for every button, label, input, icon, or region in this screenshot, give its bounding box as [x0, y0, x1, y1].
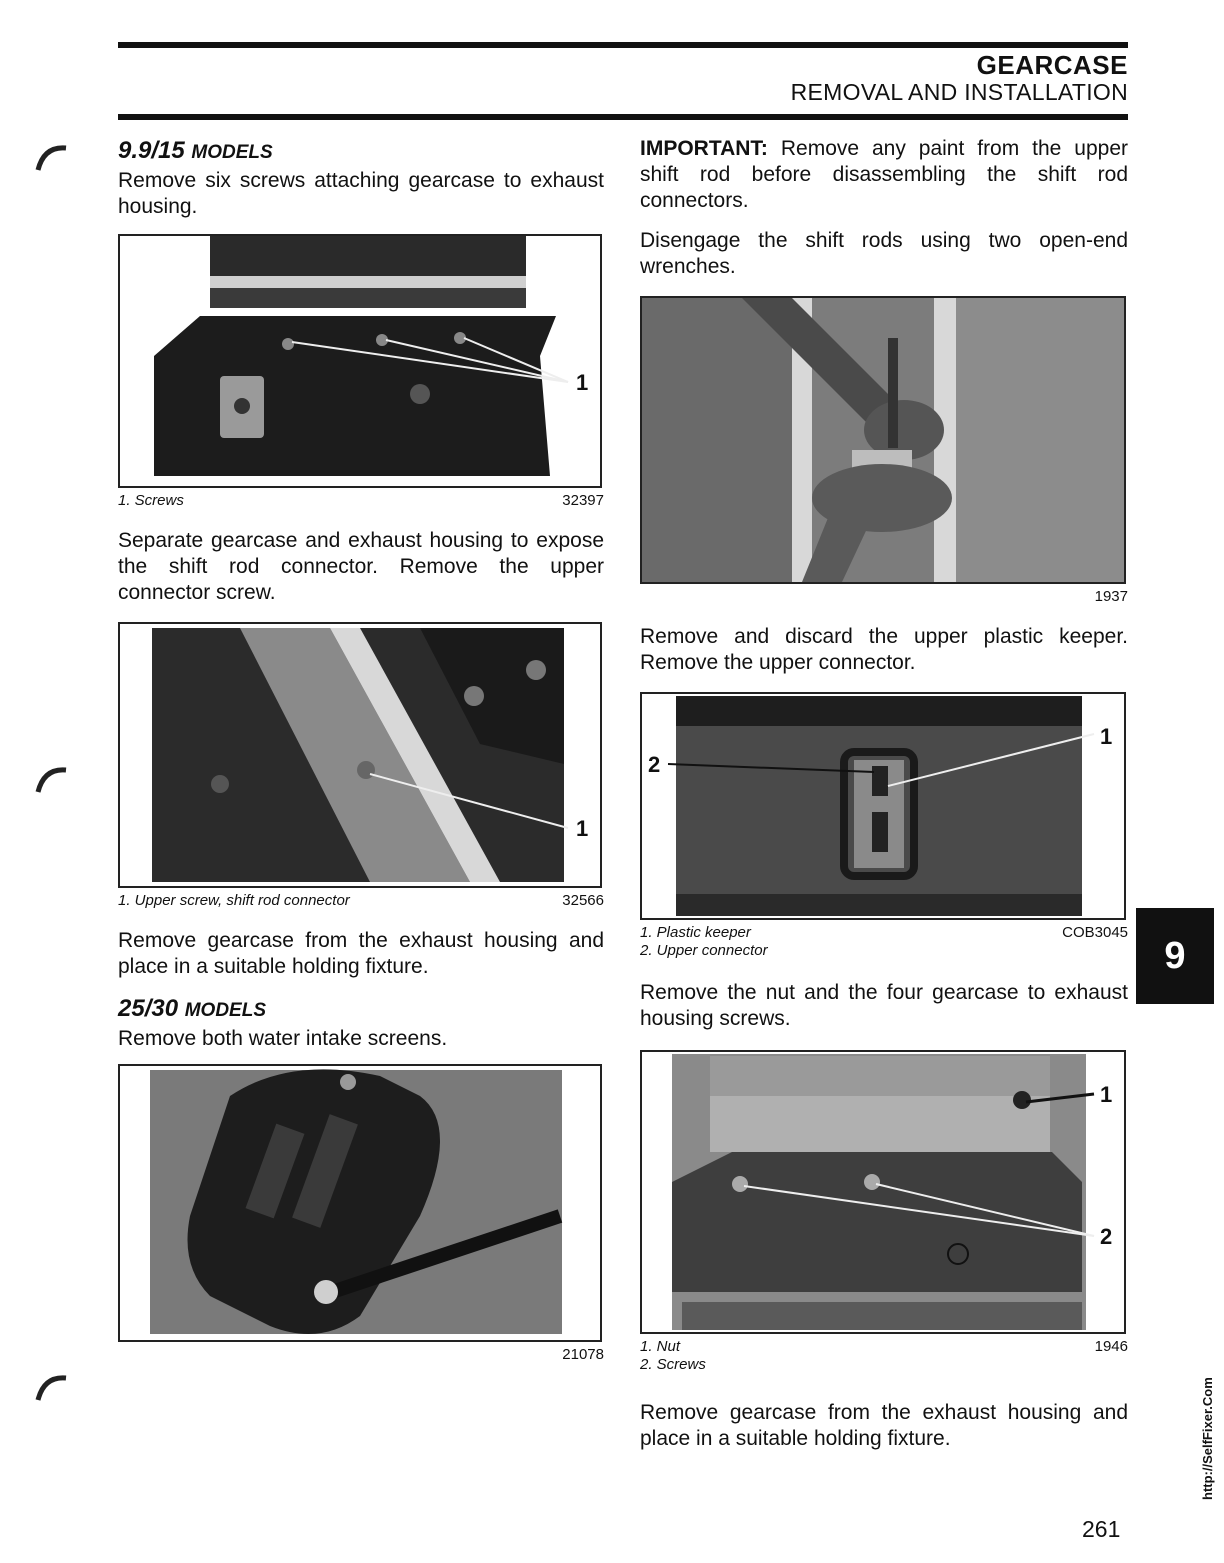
header-subtitle: REMOVAL AND INSTALLATION	[790, 79, 1128, 105]
caption-item: 1. Screws	[118, 492, 184, 509]
binder-mark	[30, 140, 70, 180]
paragraph-discard-keeper: Remove and discard the upper plastic keeper. Remove the upper connector.	[640, 625, 1128, 674]
section-title-number: 25/30	[118, 995, 179, 1022]
figure-number: 1937	[1094, 588, 1128, 605]
section-tab: 9	[1136, 908, 1214, 1004]
section-title-2530	[118, 994, 604, 1026]
binder-mark	[30, 1370, 70, 1410]
page-number: 261	[1082, 1516, 1121, 1542]
section-title-number: 9.9/15	[118, 137, 185, 164]
figure-upper-screw-callout-1: 1	[576, 816, 589, 841]
figure-upper-screw-caption	[118, 892, 604, 928]
right-column	[640, 136, 1128, 1452]
paragraph-separate-gearcase: Separate gearcase and exhaust housing to expose the shift rod connector. Remove the upper connector screw.	[118, 529, 604, 604]
paragraph-important	[640, 136, 1128, 214]
caption-item: 2. Upper connector	[640, 942, 768, 959]
figure-wrenches-photo	[640, 296, 1126, 584]
figure-number: 32397	[562, 492, 604, 509]
figure-screws-caption	[118, 492, 604, 528]
paragraph-remove-intake-screens: Remove both water intake screens.	[118, 1027, 448, 1050]
paragraph-remove-six-screws: Remove six screws attaching gearcase to exhaust housing.	[118, 169, 604, 218]
figure-keeper-photo	[640, 692, 1126, 920]
caption-item: 1. Plastic keeper	[640, 924, 751, 941]
figure-number: 1946	[1094, 1338, 1128, 1355]
paragraph-remove-gearcase-right: Remove gearcase from the exhaust housing and place in a suitable holding fixture.	[640, 1401, 1128, 1450]
figure-keeper-caption	[640, 924, 1128, 960]
section-title-9915	[118, 136, 604, 168]
header-rule-bottom	[118, 114, 1128, 120]
figure-intake-screen-photo	[118, 1064, 602, 1342]
section-title-word: MODELS	[184, 1000, 267, 1021]
figure-wrenches-caption	[640, 588, 1128, 610]
caption-item: 2. Screws	[640, 1356, 706, 1373]
figure-screws-callout-1: 1	[576, 370, 589, 395]
caption-item: 1. Upper screw, shift rod connector	[118, 892, 350, 909]
paragraph-disengage-shift-rods: Disengage the shift rods using two open-end wrenches.	[640, 229, 1128, 278]
side-url	[1196, 1377, 1220, 1500]
side-url-text: http://SelfFixer.Com	[1200, 1377, 1215, 1500]
caption-item: 1. Nut	[640, 1338, 681, 1355]
figure-number: 21078	[562, 1346, 604, 1363]
figure-nut-screws-caption	[640, 1338, 1128, 1374]
figure-nut-screws-photo	[640, 1050, 1126, 1334]
figure-keeper-callout-2: 2	[648, 752, 661, 777]
section-title-word: MODELS	[191, 142, 273, 163]
figure-intake-screen-caption	[118, 1346, 604, 1382]
header-rule-top	[118, 42, 1128, 48]
paragraph-remove-gearcase-left: Remove gearcase from the exhaust housing and place in a suitable holding fixture.	[118, 929, 604, 978]
figure-screws-photo	[118, 234, 602, 488]
paragraph-remove-nut: Remove the nut and the four gearcase to exhaust housing screws.	[640, 981, 1128, 1030]
left-column	[118, 136, 604, 1382]
figure-nut-callout-2: 2	[1100, 1224, 1113, 1249]
figure-keeper-callout-1: 1	[1100, 724, 1113, 749]
important-text: Remove any paint from the upper shift rod before disassembling the shift rod connectors.	[640, 137, 1128, 212]
figure-number: COB3045	[1062, 924, 1128, 941]
important-label: IMPORTANT:	[640, 137, 768, 160]
figure-number: 32566	[562, 892, 604, 909]
binder-mark	[30, 762, 70, 802]
figure-upper-screw-photo	[118, 622, 602, 888]
figure-nut-callout-1: 1	[1100, 1082, 1113, 1107]
header-title: GEARCASE	[976, 50, 1128, 80]
